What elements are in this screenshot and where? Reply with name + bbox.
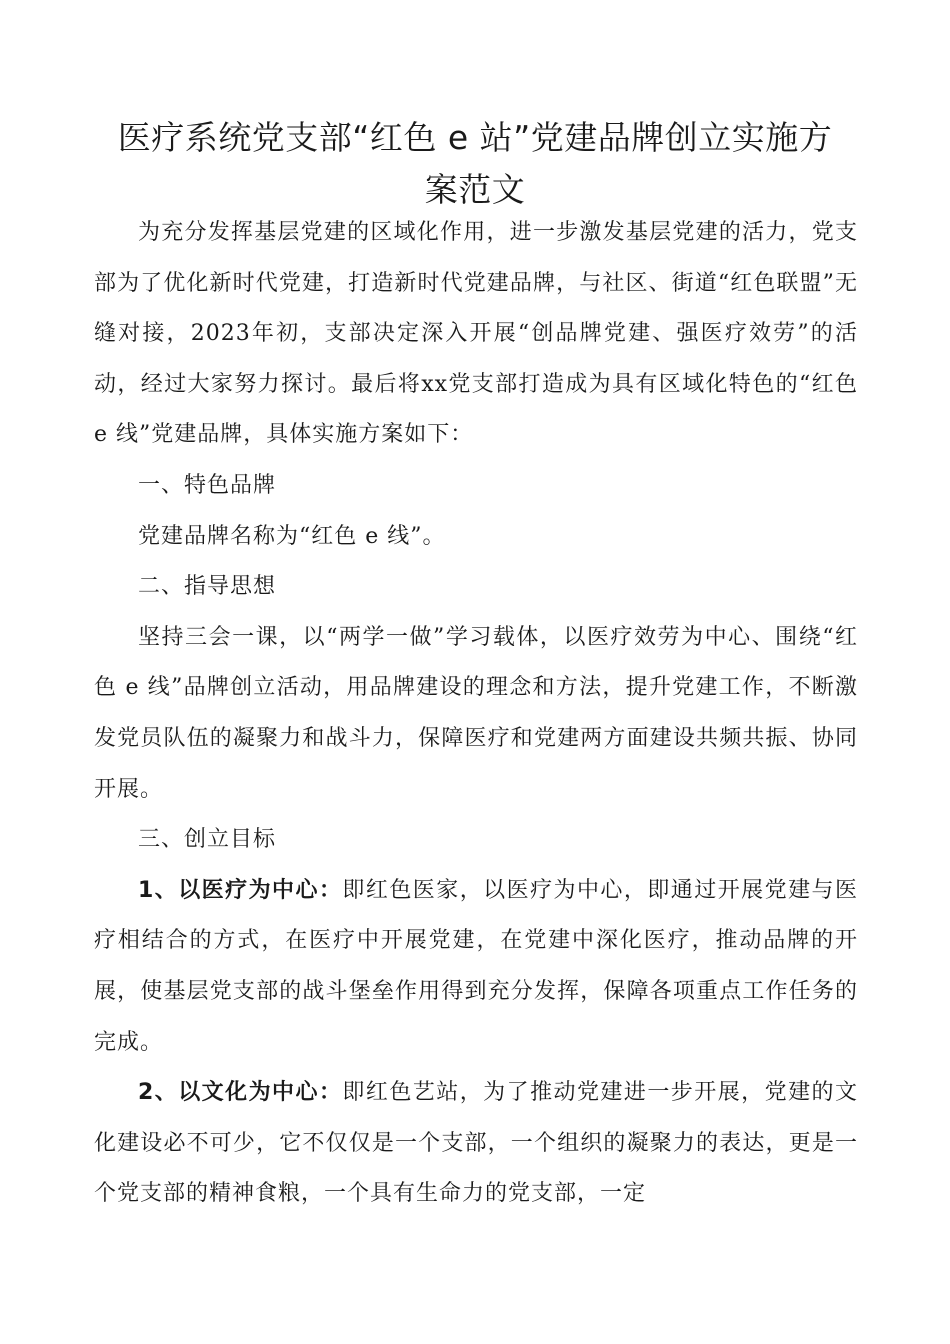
title-line-1: 医疗系统党支部“红色 e 站”党建品牌创立实施方: [117, 118, 833, 157]
brand-paragraph: 党建品牌名称为“红色 e 线”。: [138, 523, 446, 549]
goal-item-2-lead: 2、以文化为中心：: [138, 1080, 343, 1106]
title-line-2: 案范文: [424, 170, 526, 209]
goal-item-2-text: 即红色艺站，为了推动党建进一步开展，党建的文化建设必不可少，它不仅仅是一个支部，一个组织的凝聚力的表达，更是一个党支部的精神食粮，一个具有生命力的党支部，一定: [94, 1080, 858, 1207]
document-body: [94, 208, 858, 1220]
guiding-ideology-paragraph: 坚持三会一课，以“两学一做”学习载体，以医疗效劳为中心、围绕“红色 e 线”品牌创立活动，用品牌建设的理念和方法，提升党建工作，不断激发党员队伍的凝聚力和战斗力，保障医疗和党建两方面建设共频共振、协同开展。: [94, 624, 858, 802]
intro-paragraph: 为充分发挥基层党建的区域化作用，进一步激发基层党建的活力，党支部为了优化新时代党建，打造新时代党建品牌，与社区、街道“红色联盟”无缝对接，2023年初，支部决定深入开展“创品牌党建、强医疗效劳”的活动，经过大家努力探讨。最后将xx党支部打造成为具有区域化特色的“红色 e 线”党建品牌，具体实施方案如下：: [94, 220, 858, 448]
section-heading-brand: 一、特色品牌: [138, 472, 277, 498]
goal-item-1: [94, 866, 858, 1068]
goal-item-1-lead: 1、以医疗为中心：: [138, 877, 343, 903]
section-heading-guiding-ideology: 二、指导思想: [138, 574, 277, 600]
goal-item-1-text: 即红色医家，以医疗为中心，即通过开展党建与医疗相结合的方式，在医疗中开展党建，在党建中深化医疗，推动品牌的开展，使基层党支部的战斗堡垒作用得到充分发挥，保障各项重点工作任务的完成。: [94, 877, 858, 1055]
document-title: [80, 112, 870, 216]
goal-item-2: [94, 1068, 858, 1220]
section-heading-goals: 三、创立目标: [138, 827, 277, 853]
